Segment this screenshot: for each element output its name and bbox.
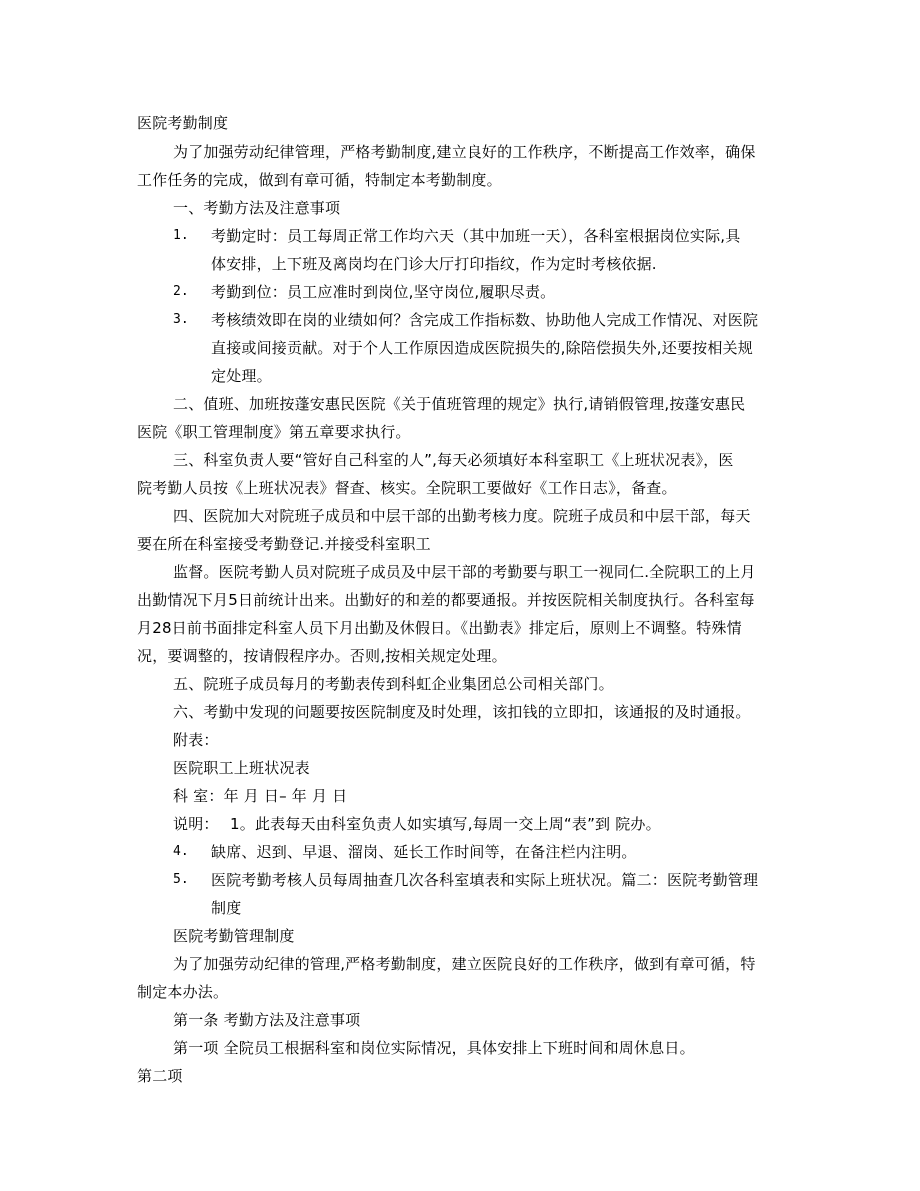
item-1-line-1: 考勤定时：员工每周正常工作均六天（其中加班一天），各科室根据岗位实际,具 (211, 227, 741, 245)
note-5-line-2: 制度 (211, 899, 242, 917)
section-6-text: 六、考勤中发现的问题要按医院制度及时处理，该扣钱的立即扣，该通报的及时通报。 (173, 703, 751, 721)
section-2-line-2: 医院《职工管理制度》第五章要求执行。 (137, 423, 411, 441)
attachment-label: 附表： (173, 731, 219, 749)
note-label: 说明： (173, 815, 219, 833)
article-1-item-1: 第一项 全院员工根据科室和岗位实际情况，具体安排上下班时间和周休息日。 (173, 1039, 695, 1057)
section-1-heading: 一、考勤方法及注意事项 (173, 199, 341, 217)
supervision-line-2: 出勤情况下月5日前统计出来。出勤好的和差的都要通报。并按医院相关制度执行。各科室每 (137, 591, 755, 609)
department-date-line: 科 室：年 月 日– 年 月 日 (173, 787, 348, 805)
item-3-line-3: 定处理。 (211, 367, 272, 385)
part-2-title: 医院考勤管理制度 (173, 927, 295, 945)
section-2-line-1: 二、值班、加班按蓬安惠民医院《关于值班管理的规定》执行,请销假管理,按蓬安惠民 (173, 395, 746, 413)
document-title: 医院考勤制度 (137, 114, 229, 132)
table-title: 医院职工上班状况表 (173, 759, 310, 777)
supervision-line-4: 况，要调整的，按请假程序办。否则,按相关规定处理。 (137, 647, 507, 665)
section-4-line-2: 要在所在科室接受考勤登记.并接受科室职工 (137, 535, 431, 553)
item-1-number: 1. (173, 228, 189, 243)
item-1-line-2: 体安排，上下班及离岗均在门诊大厅打印指纹，作为定时考核依据. (211, 255, 657, 273)
section-4-line-1: 四、医院加大对院班子成员和中层干部的出勤考核力度。院班子成员和中层干部，每天 (173, 507, 751, 525)
note-5-line-1: 医院考勤考核人员每周抽查几次各科室填表和实际上班状况。篇二：医院考勤管理 (211, 871, 759, 889)
intro-line-2: 工作任务的完成，做到有章可循，特制定本考勤制度。 (137, 171, 502, 189)
item-2-text: 考勤到位：员工应准时到岗位,坚守岗位,履职尽责。 (211, 283, 556, 301)
supervision-line-3: 月28日前书面排定科室人员下月出勤及休假日。《出勤表》排定后，原则上不调整。特殊情 (137, 619, 742, 637)
section-3-line-1: 三、科室负责人要“管好自己科室的人”,每天必须填好本科室职工《上班状况表》，医 (173, 451, 734, 469)
item-3-line-1: 考核绩效即在岗的业绩如何？含完成工作指标数、协助他人完成工作情况、对医院 (211, 311, 759, 329)
article-1-heading: 第一条 考勤方法及注意事项 (173, 1011, 361, 1029)
article-1-item-2: 第二项 (137, 1067, 183, 1085)
part-2-intro-line-2: 制定本办法。 (137, 983, 229, 1001)
supervision-line-1: 监督。医院考勤人员对院班子成员及中层干部的考勤要与职工一视同仁.全院职工的上月 (173, 563, 756, 581)
item-3-number: 3. (173, 312, 189, 327)
item-3-line-2: 直接或间接贡献。对于个人工作原因造成医院损失的,除陪偿损失外,还要按相关规 (211, 339, 753, 357)
section-5-text: 五、院班子成员每月的考勤表传到科虹企业集团总公司相关部门。 (173, 675, 614, 693)
item-2-number: 2. (173, 284, 189, 299)
note-5-number: 5. (173, 872, 189, 887)
section-3-line-2: 院考勤人员按《上班状况表》督查、核实。全院职工要做好《工作日志》，备查。 (137, 479, 677, 497)
intro-line-1: 为了加强劳动纪律管理，严格考勤制度,建立良好的工作秩序，不断提高工作效率，确保 (173, 143, 756, 161)
note-4-text: 缺席、迟到、早退、溜岗、延长工作时间等，在备注栏内注明。 (211, 843, 637, 861)
part-2-intro-line-1: 为了加强劳动纪律的管理,严格考勤制度，建立医院良好的工作秩序，做到有章可循，特 (173, 955, 756, 973)
note-text: 1。此表每天由科室负责人如实填写,每周一交上周“表”到 院办。 (230, 815, 661, 833)
note-4-number: 4. (173, 844, 189, 859)
